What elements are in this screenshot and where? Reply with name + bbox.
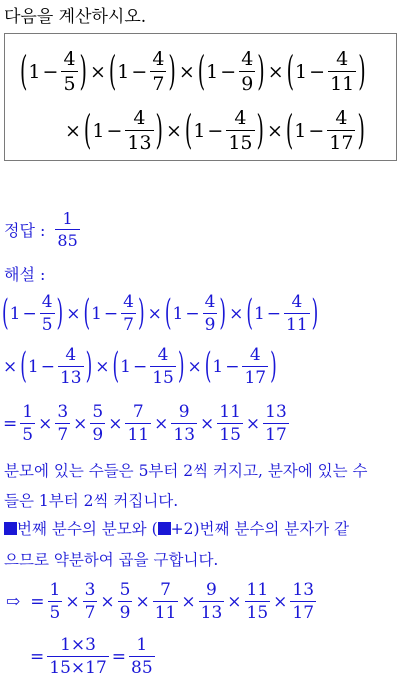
fraction xyxy=(121,292,136,335)
fraction-denominator: 15 xyxy=(152,368,174,388)
fraction-numerator: 4 xyxy=(63,48,76,70)
factor-group xyxy=(164,292,227,335)
fraction-numerator: 9 xyxy=(206,580,217,600)
right-paren: ) xyxy=(85,345,93,388)
one: 1 xyxy=(295,60,308,83)
fraction xyxy=(55,402,70,445)
factor-group xyxy=(197,48,266,95)
fraction-numerator: 4 xyxy=(123,292,134,312)
result-fraction xyxy=(129,635,155,678)
fraction-numerator: 4 xyxy=(204,292,216,312)
fraction-denominator: 9 xyxy=(92,425,104,445)
times-sign: × xyxy=(165,119,182,142)
minus-sign: − xyxy=(266,303,282,324)
factor-group xyxy=(184,107,265,154)
equals-sign: = xyxy=(3,413,18,434)
minus-sign: − xyxy=(225,356,240,377)
fraction-denominator: 15 xyxy=(219,425,241,445)
times-sign: × xyxy=(229,303,244,324)
fraction-denominator: 13 xyxy=(59,368,82,388)
fraction-numerator: 4 xyxy=(335,107,348,129)
explanation-paragraph-1-line-2: 들은 1부터 2씩 커집니다. xyxy=(4,492,179,510)
fraction xyxy=(118,580,133,623)
left-paren: ( xyxy=(83,292,91,335)
right-paren: ) xyxy=(56,292,64,335)
left-paren: ( xyxy=(108,48,117,95)
fraction xyxy=(245,580,271,623)
right-paren: ) xyxy=(155,107,163,154)
times-sign: × xyxy=(178,60,195,83)
times-sign: × xyxy=(245,413,261,434)
left-paren: ( xyxy=(184,107,193,154)
right-paren: ) xyxy=(168,48,176,95)
fraction xyxy=(83,580,98,623)
fraction-denominator: 7 xyxy=(152,73,165,95)
one: 1 xyxy=(117,60,130,83)
times-sign: × xyxy=(108,413,123,434)
fraction-denominator: 13 xyxy=(127,132,152,154)
fraction-numerator: 4 xyxy=(241,48,254,70)
fraction-numerator: 4 xyxy=(65,345,77,365)
left-paren: ( xyxy=(83,107,92,154)
fraction-numerator: 1 xyxy=(49,580,61,600)
one: 1 xyxy=(294,119,307,142)
times-sign: × xyxy=(273,591,288,612)
result-numerator: 1 xyxy=(136,635,148,655)
times-sign: × xyxy=(227,591,242,612)
factor-group xyxy=(1,292,64,335)
equals-sign: = xyxy=(111,646,127,667)
left-paren: ( xyxy=(197,48,206,95)
times-sign: × xyxy=(65,591,80,612)
fraction-numerator: 4 xyxy=(152,48,165,70)
right-paren: ) xyxy=(79,48,87,95)
minus-sign: − xyxy=(308,119,325,142)
para2-pre-text: 번째 분수의 분모와 ( xyxy=(17,520,158,538)
answer-denominator: 85 xyxy=(57,231,78,250)
fraction-denominator: 11 xyxy=(286,315,308,335)
explanation-paragraph-2-line-2: 으므로 약분하여 곱을 구합니다. xyxy=(4,551,219,569)
times-sign: × xyxy=(267,60,284,83)
final-denominator: 15×17 xyxy=(49,658,107,678)
fraction-numerator: 9 xyxy=(178,402,190,422)
fraction-denominator: 11 xyxy=(127,425,150,445)
para2-mid-text: +2)번째 분수의 분자가 같 xyxy=(170,520,350,538)
fraction-numerator: 4 xyxy=(157,345,169,365)
fraction xyxy=(203,292,218,335)
fraction-denominator: 17 xyxy=(292,603,315,623)
one: 1 xyxy=(92,119,105,142)
fraction-numerator: 7 xyxy=(132,402,144,422)
fraction-denominator: 5 xyxy=(49,603,61,623)
fraction-numerator: 4 xyxy=(234,107,247,129)
fraction-denominator: 9 xyxy=(241,73,254,95)
blank-square-icon xyxy=(158,522,171,535)
right-paren: ) xyxy=(256,107,264,154)
minus-sign: − xyxy=(220,60,237,83)
one: 1 xyxy=(212,356,224,377)
one: 1 xyxy=(91,303,102,324)
explanation-line-1 xyxy=(1,292,319,335)
blank-square-icon xyxy=(4,522,17,535)
left-paren: ( xyxy=(204,345,212,388)
times-sign: × xyxy=(135,591,150,612)
times-sign: × xyxy=(38,413,53,434)
minus-sign: − xyxy=(131,60,148,83)
fraction-denominator: 13 xyxy=(200,603,223,623)
right-paren: ) xyxy=(137,292,145,335)
fraction xyxy=(40,292,55,335)
minus-sign: − xyxy=(185,303,200,324)
fraction-numerator: 3 xyxy=(57,402,69,422)
explanation-arrow-line xyxy=(4,580,317,623)
fraction-denominator: 5 xyxy=(22,425,34,445)
left-paren: ( xyxy=(112,345,120,388)
fraction xyxy=(150,345,176,388)
explanation-paragraph-2-line-1 xyxy=(4,519,349,539)
minus-sign: − xyxy=(309,60,326,83)
fraction-numerator: 3 xyxy=(84,580,96,600)
result-denominator: 85 xyxy=(131,658,153,678)
fraction-denominator: 9 xyxy=(119,603,131,623)
final-numerator: 1×3 xyxy=(60,635,96,655)
right-paren: ) xyxy=(219,292,227,335)
left-paren: ( xyxy=(164,292,172,335)
explanation-line-2 xyxy=(1,345,278,388)
fraction xyxy=(125,402,151,445)
minus-sign: − xyxy=(106,119,123,142)
fraction xyxy=(48,580,63,623)
fraction-numerator: 13 xyxy=(265,402,287,422)
fraction xyxy=(242,345,268,388)
fraction-numerator: 1 xyxy=(22,402,34,422)
factor-group xyxy=(285,107,366,154)
fraction-denominator: 11 xyxy=(330,73,355,95)
question-text: 다음을 계산하시오. xyxy=(4,7,147,27)
explanation-label: 해설 : xyxy=(4,265,46,284)
fraction-numerator: 4 xyxy=(133,107,146,129)
fraction xyxy=(150,48,166,95)
left-paren: ( xyxy=(246,292,253,335)
fraction-denominator: 13 xyxy=(173,425,196,445)
minus-sign: − xyxy=(132,356,148,377)
minus-sign: − xyxy=(40,356,55,377)
factor-group xyxy=(204,345,278,388)
fraction-numerator: 5 xyxy=(92,402,104,422)
times-sign: × xyxy=(73,413,88,434)
fraction xyxy=(171,402,197,445)
factor-group xyxy=(82,292,145,335)
fraction-numerator: 7 xyxy=(160,580,171,600)
problem-row-1 xyxy=(19,48,367,95)
left-paren: ( xyxy=(20,345,27,388)
fraction-numerator: 4 xyxy=(336,48,349,70)
minus-sign: − xyxy=(103,303,119,324)
fraction xyxy=(20,402,35,445)
fraction-denominator: 15 xyxy=(228,132,253,154)
fraction xyxy=(125,107,153,154)
times-sign: × xyxy=(95,356,110,377)
factor-group xyxy=(108,48,177,95)
fraction xyxy=(290,580,316,623)
arrow-icon: ⇨ xyxy=(6,591,21,612)
fraction-numerator: 11 xyxy=(219,402,241,422)
times-sign: × xyxy=(147,303,162,324)
left-paren: ( xyxy=(286,48,295,95)
factor-group xyxy=(286,48,367,95)
fraction xyxy=(90,402,105,445)
right-paren: ) xyxy=(257,48,265,95)
factor-group xyxy=(19,48,88,95)
factor-group xyxy=(83,107,164,154)
one: 1 xyxy=(253,303,265,324)
fraction-numerator: 4 xyxy=(249,345,261,365)
one: 1 xyxy=(28,60,41,83)
answer xyxy=(4,209,81,250)
fraction xyxy=(58,345,84,388)
fraction-numerator: 11 xyxy=(246,580,269,600)
final-fraction xyxy=(47,635,109,678)
factor-group xyxy=(112,345,186,388)
problem-box xyxy=(4,33,397,161)
factor-group xyxy=(19,345,93,388)
fraction-denominator: 17 xyxy=(244,368,267,388)
times-sign: × xyxy=(200,413,215,434)
right-paren: ) xyxy=(357,107,365,154)
right-paren: ) xyxy=(177,345,185,388)
fraction-numerator: 4 xyxy=(291,292,303,312)
right-paren: ) xyxy=(270,345,277,388)
one: 1 xyxy=(9,303,21,324)
equals-sign: = xyxy=(30,591,45,612)
times-sign: × xyxy=(181,591,196,612)
fraction-numerator: 5 xyxy=(119,580,131,600)
fraction-numerator: 13 xyxy=(292,580,315,600)
fraction-denominator: 15 xyxy=(246,603,269,623)
fraction xyxy=(199,580,225,623)
fraction-denominator: 5 xyxy=(63,73,76,95)
right-paren: ) xyxy=(358,48,366,95)
times-sign: × xyxy=(187,356,202,377)
fraction-denominator: 11 xyxy=(154,603,177,623)
fraction xyxy=(61,48,77,95)
problem-row-2 xyxy=(63,107,366,154)
one: 1 xyxy=(193,119,206,142)
minus-sign: − xyxy=(42,60,59,83)
answer-fraction xyxy=(55,209,79,250)
fraction-denominator: 17 xyxy=(265,425,287,445)
minus-sign: − xyxy=(22,303,37,324)
times-sign: × xyxy=(3,356,18,377)
left-paren: ( xyxy=(2,292,9,335)
times-sign: × xyxy=(89,60,106,83)
fraction-denominator: 9 xyxy=(204,315,216,335)
fraction xyxy=(327,107,355,154)
left-paren: ( xyxy=(285,107,294,154)
times-sign: × xyxy=(65,119,81,142)
times-sign: × xyxy=(266,119,283,142)
fraction xyxy=(217,402,243,445)
equals-sign: = xyxy=(30,646,45,667)
explanation-final-line xyxy=(28,635,156,678)
fraction-denominator: 7 xyxy=(84,603,96,623)
times-sign: × xyxy=(100,591,115,612)
fraction xyxy=(284,292,310,335)
one: 1 xyxy=(120,356,131,377)
fraction-denominator: 5 xyxy=(41,315,53,335)
answer-numerator: 1 xyxy=(62,209,73,228)
times-sign: × xyxy=(154,413,169,434)
fraction-denominator: 17 xyxy=(329,132,354,154)
fraction xyxy=(226,107,254,154)
fraction-denominator: 7 xyxy=(57,425,69,445)
one: 1 xyxy=(172,303,184,324)
answer-label: 정답 : xyxy=(4,221,46,240)
fraction xyxy=(263,402,289,445)
times-sign: × xyxy=(66,303,81,324)
minus-sign: − xyxy=(207,119,224,142)
fraction xyxy=(328,48,356,95)
one: 1 xyxy=(206,60,219,83)
fraction-denominator: 7 xyxy=(123,315,134,335)
explanation-paragraph-1-line-1: 분모에 있는 수들은 5부터 2씩 커지고, 분자에 있는 수 xyxy=(4,462,368,480)
explanation-product-line xyxy=(1,402,290,445)
right-paren: ) xyxy=(311,292,319,335)
factor-group xyxy=(245,292,319,335)
fraction xyxy=(153,580,179,623)
fraction xyxy=(239,48,255,95)
left-paren: ( xyxy=(20,48,28,95)
fraction-numerator: 4 xyxy=(41,292,53,312)
one: 1 xyxy=(27,356,39,377)
